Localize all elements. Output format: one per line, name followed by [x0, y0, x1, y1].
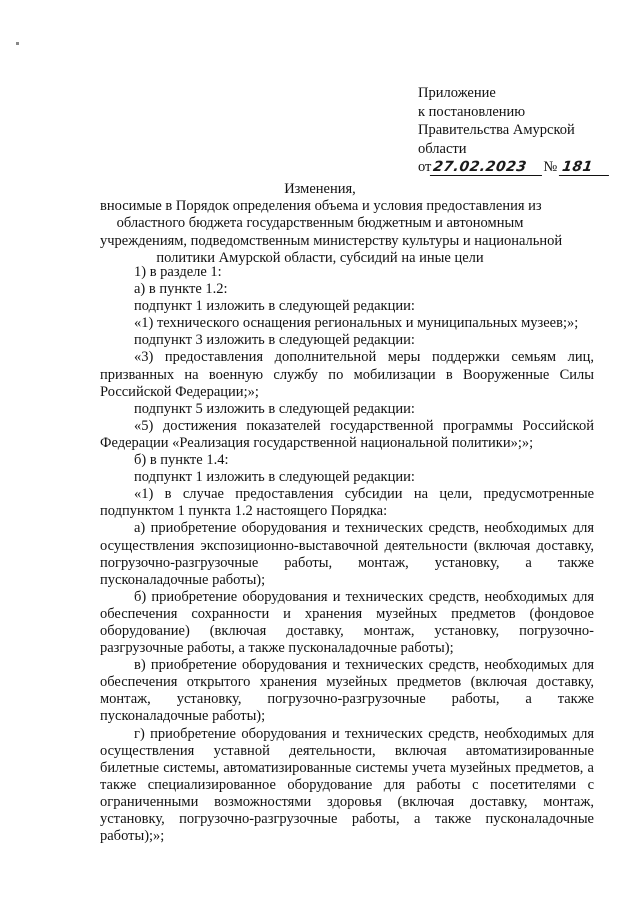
paragraph: 1) в разделе 1: — [134, 264, 222, 280]
paragraph: а) приобретение оборудования и технических средств, необходимых для осуществления экспозиционно-выставочной деятельности (включая доставку, погрузочно-разгрузочные работы, монтаж, установку, а также пусконаладочные работы); — [100, 520, 594, 588]
paragraph: «1) в случае предоставления субсидии на цели, предусмотренные подпунктом 1 пункта 1.2 настоящего Порядка: — [100, 486, 594, 520]
paragraph: а) в пункте 1.2: — [134, 281, 228, 298]
paragraph: подпункт 1 изложить в следующей редакции: — [134, 469, 415, 486]
title-heading: Изменения, — [284, 181, 356, 197]
title-line: областного бюджета государственным бюджетным и автономным — [116, 215, 524, 232]
number-sign: № — [543, 159, 558, 176]
handwritten-date: 27.02.2023 — [430, 160, 544, 176]
scan-mark — [16, 42, 19, 45]
paragraph: подпункт 5 изложить в следующей редакции: — [134, 400, 415, 417]
document-title — [100, 181, 563, 267]
paragraph: «3) предоставления дополнительной меры поддержки семьям лиц, призванных на военную службу по мобилизации в Вооруженные Силы Российской Федерации;»; — [100, 349, 594, 400]
handwritten-number: 181 — [559, 160, 611, 176]
appendix-region: области — [418, 140, 467, 157]
paragraph: подпункт 1 изложить в следующей редакции: — [134, 298, 415, 315]
date-prefix: от — [418, 159, 432, 176]
appendix-block — [418, 84, 618, 177]
title-line: учреждениям, подведомственным министерству культуры и национальной — [100, 232, 563, 249]
paragraph: в) приобретение оборудования и технических средств, необходимых для обеспечения открытого хранения музейных предметов (включая доставку, монтаж, установку, погрузочно-разгрузочные работы, а также пусконаладочные работы); — [100, 657, 594, 725]
appendix-government: Правительства Амурской — [418, 122, 575, 139]
paragraph: подпункт 3 изложить в следующей редакции: — [134, 332, 415, 349]
document-body — [100, 264, 594, 845]
paragraph: б) приобретение оборудования и технических средств, необходимых для обеспечения сохранности и хранения музейных предметов (фондовое оборудование) (включая доставку, монтаж, установку, погрузочно-разгрузочные работы, а также пусконаладочные работы); — [100, 588, 594, 657]
paragraph: «5) достижения показателей государственной программы Российской Федерации «Реализация государственной национальной политики»;»; — [100, 417, 594, 451]
paragraph: б) в пункте 1.4: — [134, 452, 229, 469]
paragraph: г) приобретение оборудования и технических средств, необходимых для осуществления уставной деятельности, включая автоматизированные билетные системы, автоматизированные системы учета музейных предметов, а также специализированное оборудование для работы с посетителями с ограниченными возможностями здоровья (включая доставку, монтаж, установку, погрузочно-разгрузочные работы, а также пусконаладочные работы);»; — [100, 725, 594, 845]
title-line: вносимые в Порядок определения объема и условия предоставления из — [100, 198, 542, 215]
appendix-label: Приложение — [418, 85, 496, 101]
paragraph: «1) технического оснащения региональных и муниципальных музеев;»; — [134, 315, 579, 332]
appendix-resolution: к постановлению — [418, 103, 526, 120]
appendix-date-line — [418, 158, 618, 177]
title-line: политики Амурской области, субсидий на иные цели — [156, 249, 484, 266]
